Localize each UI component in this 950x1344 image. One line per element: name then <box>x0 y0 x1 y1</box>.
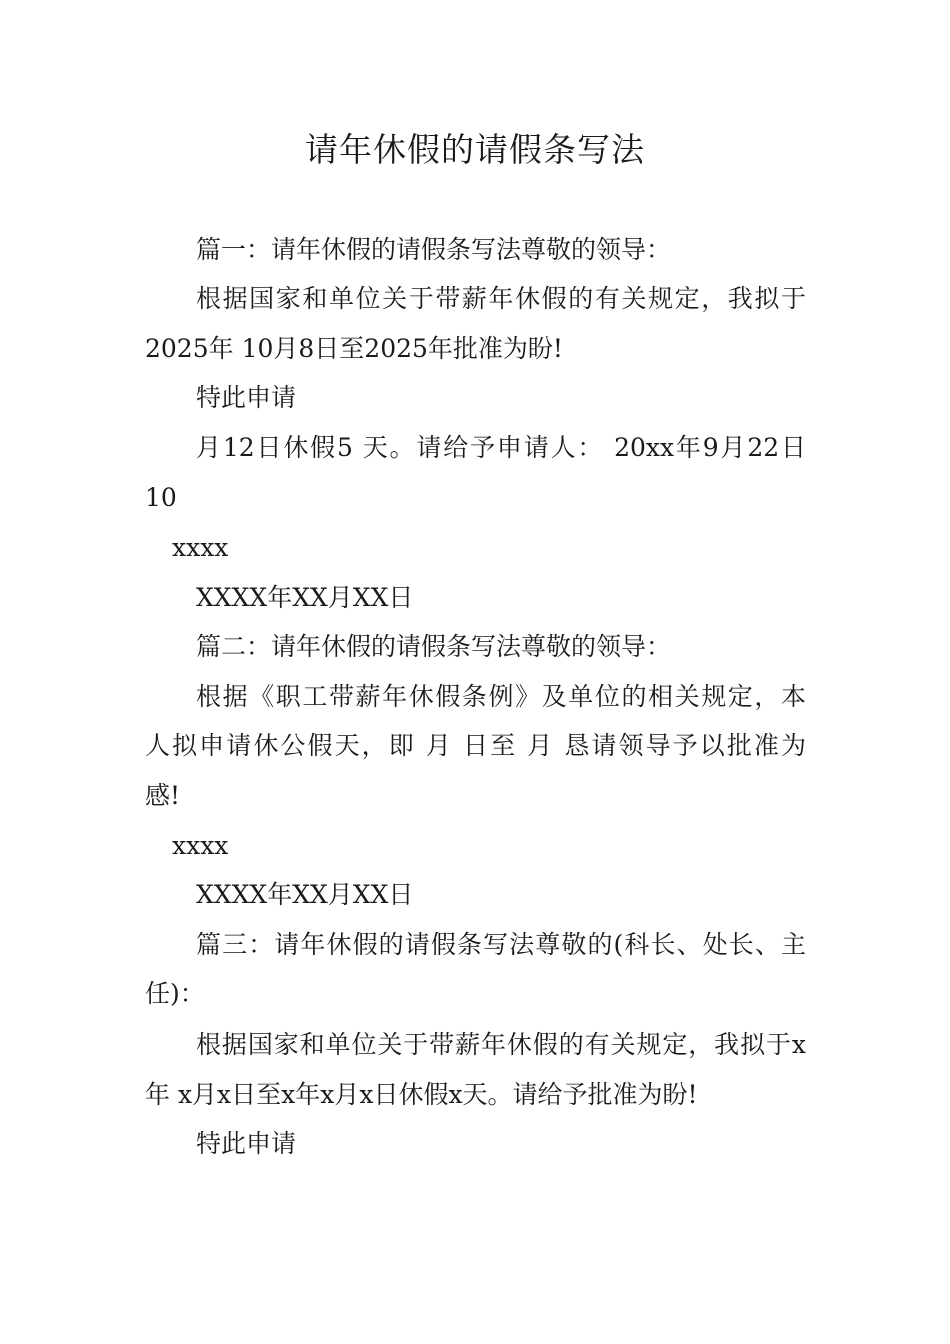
document-title: 请年休假的请假条写法 <box>305 130 645 169</box>
section-2-paragraph-line-3: 感! <box>145 781 181 810</box>
section-2-heading: 篇二：请年休假的请假条写法尊敬的领导： <box>196 632 672 661</box>
section-1-signature: xxxx <box>172 533 229 562</box>
section-1-date-line-2: 10 <box>145 483 177 512</box>
section-3-closing: 特此申请 <box>196 1129 297 1158</box>
section-3-heading-line-2: 任)： <box>145 979 205 1008</box>
section-1-closing: 特此申请 <box>196 383 297 412</box>
section-2-date: XXXX年XX月XX日 <box>196 880 414 909</box>
section-2-paragraph-line-2: 人拟申请休公假天，即 月 日至 月 恳请领导予以批准为 <box>145 731 806 760</box>
section-1-heading: 篇一：请年休假的请假条写法尊敬的领导： <box>196 235 672 264</box>
section-3-paragraph-line-1: 根据国家和单位关于带薪年休假的有关规定，我拟于x <box>196 1030 806 1059</box>
section-1-date-line-1: 月12日休假5 天。请给予申请人： 20xx年9月22日 <box>196 433 806 462</box>
section-2-paragraph-line-1: 根据《职工带薪年休假条例》及单位的相关规定，本 <box>196 682 806 711</box>
section-1-paragraph-line-2: 2025年 10月8日至2025年批准为盼! <box>145 334 563 363</box>
section-3-heading-line-1: 篇三：请年休假的请假条写法尊敬的(科长、处长、主 <box>196 930 806 959</box>
section-1-date: XXXX年XX月XX日 <box>196 583 414 612</box>
section-1-paragraph-line-1: 根据国家和单位关于带薪年休假的有关规定，我拟于 <box>196 284 806 313</box>
section-3-paragraph-line-2: 年 x月x日至x年x月x日休假x天。请给予批准为盼! <box>145 1080 698 1109</box>
section-2-signature: xxxx <box>172 831 229 860</box>
